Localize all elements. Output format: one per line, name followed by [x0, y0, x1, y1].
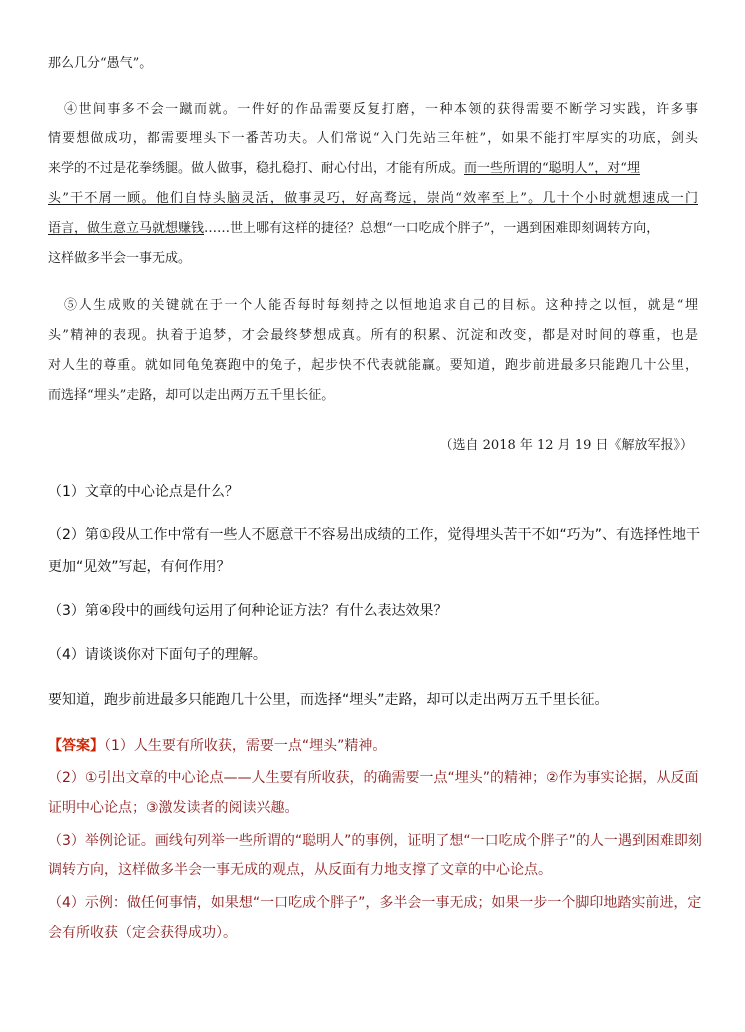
paragraph-4-line: [48, 160, 698, 178]
answer-4-line: （4）示例：做任何事情，如果想“一口吃成个胖子”，多半会一事无成；如果一步一个脚印地踏实前进，定: [48, 895, 702, 911]
answer-3-line: 调转方向，这样做多半会一事无成的观点，从反面有力地支撑了文章的中心论点。: [48, 862, 552, 878]
underlined-sentence: 语言，做生意立马就想赚钱: [48, 221, 205, 236]
question-3: （3）第④段中的画线句运用了何种论证方法？有什么表达效果？: [48, 603, 448, 619]
question-4: （4）请谈谈你对下面句子的理解。: [48, 647, 267, 663]
underlined-sentence: 头”干不屑一顾。他们自恃头脑灵活，做事灵巧，好高骛远，崇尚“效率至上”。几十个小时就想速成一门: [48, 191, 698, 206]
paragraph-5-line: 对人生的尊重。就如同龟兔赛跑中的兔子，起步快不代表就能赢。要知道，跑步前进最多只能跑几十公里，: [48, 358, 698, 373]
paragraph-4-line: 情要想做成功，都需要埋头下一番苦功夫。人们常说“入门先站三年桩”，如果不能打牢厚实的功底，剑头: [48, 131, 698, 146]
paragraph-5-line: 头”精神的表现。执着于追梦，才会最终梦想成真。所有的积累、沉淀和改变，都是对时间的尊重，也是: [48, 328, 698, 343]
answer-4-line: 会有所收获（定会获得成功）。: [48, 925, 237, 941]
source-citation: （选自 2018 年 12 月 19 日《解放军报》）: [439, 438, 693, 453]
answer-2-line: 证明中心论点；③激发读者的阅读兴趣。: [48, 800, 299, 816]
answer-tag: 【答案】: [48, 738, 104, 754]
question-4-sentence: 要知道，跑步前进最多只能跑几十公里，而选择“埋头”走路，却可以走出两万五千里长征。: [48, 692, 609, 708]
passage-line: 那么几分“愚气”。: [48, 56, 153, 71]
paragraph-4-line: 这样做多半会一事无成。: [48, 251, 192, 266]
answer-1: （1）人生要有所收获，需要一点“埋头”精神。: [104, 738, 387, 754]
question-2-line: 更加“见效”写起，有何作用？: [48, 559, 231, 575]
answer-3-line: （3）举例论证。画线句列举一些所谓的“聪明人”的事例，证明了想“一口吃成个胖子”的人一遇到困难即刻: [48, 833, 702, 849]
plain-text: ……世上哪有这样的捷径？总想“一口吃成个胖子”，一遇到困难即刻调转方向，: [204, 221, 660, 236]
paragraph-5-line: ⑤人生成败的关键就在于一个人能否每时每刻持之以恒地追求自己的目标。这种持之以恒，就是“埋: [64, 298, 698, 313]
paragraph-5-line: 而选择“埋头”走路，却可以走出两万五千里长征。: [48, 388, 335, 403]
answer-2-line: （2）①引出文章的中心论点——人生要有所收获，的确需要一点“埋头”的精神；②作为事实论据，从反面: [48, 770, 699, 786]
question-2-line: （2）第①段从工作中常有一些人不愿意干不容易出成绩的工作，觉得埋头苦干不如“巧为”、有选择性地干: [48, 527, 700, 543]
plain-text: 来学的不过是花拳绣腿。做人做事，稳扎稳打、耐心付出，才能有所成。: [48, 161, 465, 176]
underlined-sentence: 而一些所谓的“聪明人”，对“埋: [464, 161, 640, 176]
question-1: （1）文章的中心论点是什么？: [48, 484, 239, 500]
paragraph-4-line: [48, 220, 659, 238]
answer-line-1: [48, 736, 386, 756]
paragraph-4-line: ④世间事多不会一蹴而就。一件好的作品需要反复打磨，一种本领的获得需要不断学习实践，许多事: [64, 102, 698, 117]
